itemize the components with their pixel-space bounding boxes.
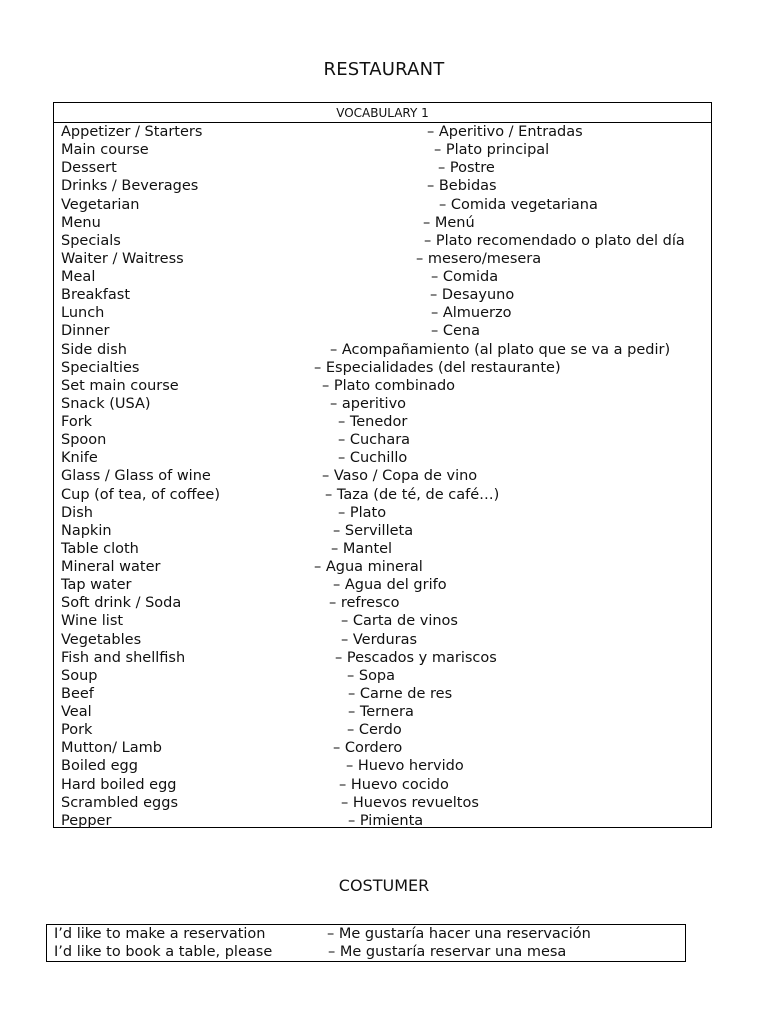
english-term: Dinner xyxy=(61,323,110,340)
spanish-translation: – refresco xyxy=(329,595,400,612)
english-term: Spoon xyxy=(61,432,107,449)
english-term: Scrambled eggs xyxy=(61,794,178,811)
vocabulary-row xyxy=(54,431,711,449)
spanish-translation: – Cerdo xyxy=(347,722,402,739)
vocabulary-row xyxy=(54,177,711,195)
vocabulary-row xyxy=(54,232,711,250)
vocabulary-row xyxy=(54,486,711,504)
spanish-translation: – Desayuno xyxy=(430,287,515,304)
vocabulary-row xyxy=(54,776,711,794)
spanish-translation: – Aperitivo / Entradas xyxy=(427,124,583,140)
vocabulary-row xyxy=(54,467,711,485)
vocabulary-row xyxy=(54,558,711,576)
spanish-translation: – Bebidas xyxy=(427,178,497,195)
vocabulary-row xyxy=(54,214,711,232)
english-term: Mineral water xyxy=(61,559,161,575)
vocabulary-row xyxy=(54,359,711,377)
vocabulary-row xyxy=(54,540,711,558)
english-term: Breakfast xyxy=(61,287,131,304)
english-term: Table cloth xyxy=(61,540,139,557)
vocabulary-row xyxy=(54,377,711,395)
spanish-phrase: – Me gustaría reservar una mesa xyxy=(328,944,567,960)
english-term: Napkin xyxy=(61,522,112,539)
english-phrase: I’d like to book a table, please xyxy=(54,944,273,960)
vocabulary-table-header: VOCABULARY 1 xyxy=(54,103,711,123)
vocabulary-row xyxy=(54,685,711,703)
spanish-translation: – Cuchillo xyxy=(338,450,408,467)
english-term: Fork xyxy=(61,414,93,430)
spanish-translation: – Acompañamiento (al plato que se va a pedir) xyxy=(330,341,671,358)
vocabulary-row xyxy=(54,522,711,540)
vocabulary-row xyxy=(54,196,711,214)
spanish-translation: – Plato xyxy=(338,504,387,521)
vocabulary-row xyxy=(54,703,711,721)
spanish-translation: – Plato recomendado o plato del día xyxy=(424,232,685,249)
english-term: Beef xyxy=(61,685,94,702)
english-term: Pork xyxy=(61,722,93,739)
english-term: Dish xyxy=(61,504,93,521)
vocabulary-row xyxy=(54,159,711,177)
vocabulary-row xyxy=(54,286,711,304)
english-term: Dessert xyxy=(61,160,117,177)
english-term: Waiter / Waitress xyxy=(61,250,184,267)
english-term: Tap water xyxy=(61,577,132,594)
english-term: Wine list xyxy=(61,613,124,630)
vocabulary-row xyxy=(54,449,711,467)
page-title: RESTAURANT xyxy=(323,59,445,80)
section-title-costumer: COSTUMER xyxy=(338,876,430,895)
english-term: Lunch xyxy=(61,305,105,322)
english-term: Side dish xyxy=(61,341,127,358)
spanish-translation: – Agua del grifo xyxy=(333,577,447,594)
english-term: Set main course xyxy=(61,377,179,394)
vocabulary-row xyxy=(54,812,711,830)
vocabulary-row xyxy=(54,268,711,286)
vocabulary-row xyxy=(54,395,711,413)
vocabulary-row xyxy=(54,304,711,322)
spanish-translation: – Plato combinado xyxy=(322,377,456,394)
spanish-translation: – mesero/mesera xyxy=(416,250,542,267)
english-phrase: I’d like to make a reservation xyxy=(54,926,266,942)
spanish-translation: – Carta de vinos xyxy=(341,613,458,630)
phrase-row xyxy=(47,943,685,961)
vocabulary-row xyxy=(54,123,711,141)
vocabulary-row xyxy=(54,322,711,340)
vocabulary-row xyxy=(54,576,711,594)
spanish-translation: – Cena xyxy=(431,323,480,340)
english-term: Boiled egg xyxy=(61,758,138,775)
spanish-translation: – Especialidades (del restaurante) xyxy=(314,359,561,376)
vocabulary-row xyxy=(54,141,711,159)
spanish-translation: – Tenedor xyxy=(338,414,408,430)
english-term: Specialties xyxy=(61,359,140,376)
vocabulary-row xyxy=(54,504,711,522)
vocabulary-list xyxy=(54,123,711,830)
spanish-translation: – Almuerzo xyxy=(431,305,512,322)
english-term: Mutton/ Lamb xyxy=(61,740,162,757)
spanish-translation: – Taza (de té, de café…) xyxy=(325,486,500,503)
spanish-translation: – Ternera xyxy=(348,704,414,720)
english-term: Main course xyxy=(61,142,149,159)
vocabulary-row xyxy=(54,649,711,667)
english-term: Fish and shellfish xyxy=(61,649,186,666)
vocabulary-row xyxy=(54,667,711,685)
phrases-table xyxy=(46,924,686,962)
english-term: Soup xyxy=(61,667,98,684)
spanish-translation: – Huevo cocido xyxy=(339,776,449,793)
phrase-row xyxy=(47,925,685,943)
english-term: Specials xyxy=(61,232,121,249)
spanish-translation: – Cuchara xyxy=(338,432,411,449)
vocabulary-row xyxy=(54,631,711,649)
english-term: Menu xyxy=(61,214,101,231)
vocabulary-row xyxy=(54,757,711,775)
spanish-translation: – aperitivo xyxy=(330,395,407,412)
vocabulary-row xyxy=(54,721,711,739)
vocabulary-row xyxy=(54,413,711,431)
spanish-translation: – Carne de res xyxy=(348,685,453,702)
spanish-translation: – Pimienta xyxy=(348,812,424,829)
english-term: Appetizer / Starters xyxy=(61,124,203,140)
spanish-translation: – Comida vegetariana xyxy=(439,196,598,213)
spanish-translation: – Sopa xyxy=(347,667,396,684)
english-term: Soft drink / Soda xyxy=(61,595,182,612)
spanish-translation: – Verduras xyxy=(341,631,418,648)
vocabulary-row xyxy=(54,612,711,630)
vocabulary-row xyxy=(54,250,711,268)
spanish-translation: – Pescados y mariscos xyxy=(335,649,497,666)
english-term: Meal xyxy=(61,269,96,285)
vocabulary-row xyxy=(54,794,711,812)
spanish-translation: – Comida xyxy=(431,269,499,285)
english-term: Pepper xyxy=(61,812,112,829)
spanish-translation: – Servilleta xyxy=(333,522,414,539)
spanish-phrase: – Me gustaría hacer una reservación xyxy=(327,926,591,942)
spanish-translation: – Plato principal xyxy=(434,142,550,159)
english-term: Glass / Glass of wine xyxy=(61,468,211,485)
vocabulary-table xyxy=(53,102,712,828)
english-term: Hard boiled egg xyxy=(61,776,177,793)
spanish-translation: – Mantel xyxy=(331,540,393,557)
spanish-translation: – Huevos revueltos xyxy=(341,794,479,811)
english-term: Snack (USA) xyxy=(61,395,151,412)
english-term: Vegetables xyxy=(61,631,142,648)
english-term: Veal xyxy=(61,704,92,720)
vocabulary-row xyxy=(54,739,711,757)
vocabulary-row xyxy=(54,594,711,612)
vocabulary-row xyxy=(54,341,711,359)
spanish-translation: – Agua mineral xyxy=(314,559,423,575)
english-term: Knife xyxy=(61,450,98,467)
spanish-translation: – Postre xyxy=(438,160,495,177)
english-term: Vegetarian xyxy=(61,196,140,213)
spanish-translation: – Cordero xyxy=(333,740,403,757)
spanish-translation: – Vaso / Copa de vino xyxy=(322,468,478,485)
spanish-translation: – Huevo hervido xyxy=(346,758,464,775)
spanish-translation: – Menú xyxy=(423,214,475,231)
english-term: Cup (of tea, of coffee) xyxy=(61,486,220,503)
english-term: Drinks / Beverages xyxy=(61,178,199,195)
